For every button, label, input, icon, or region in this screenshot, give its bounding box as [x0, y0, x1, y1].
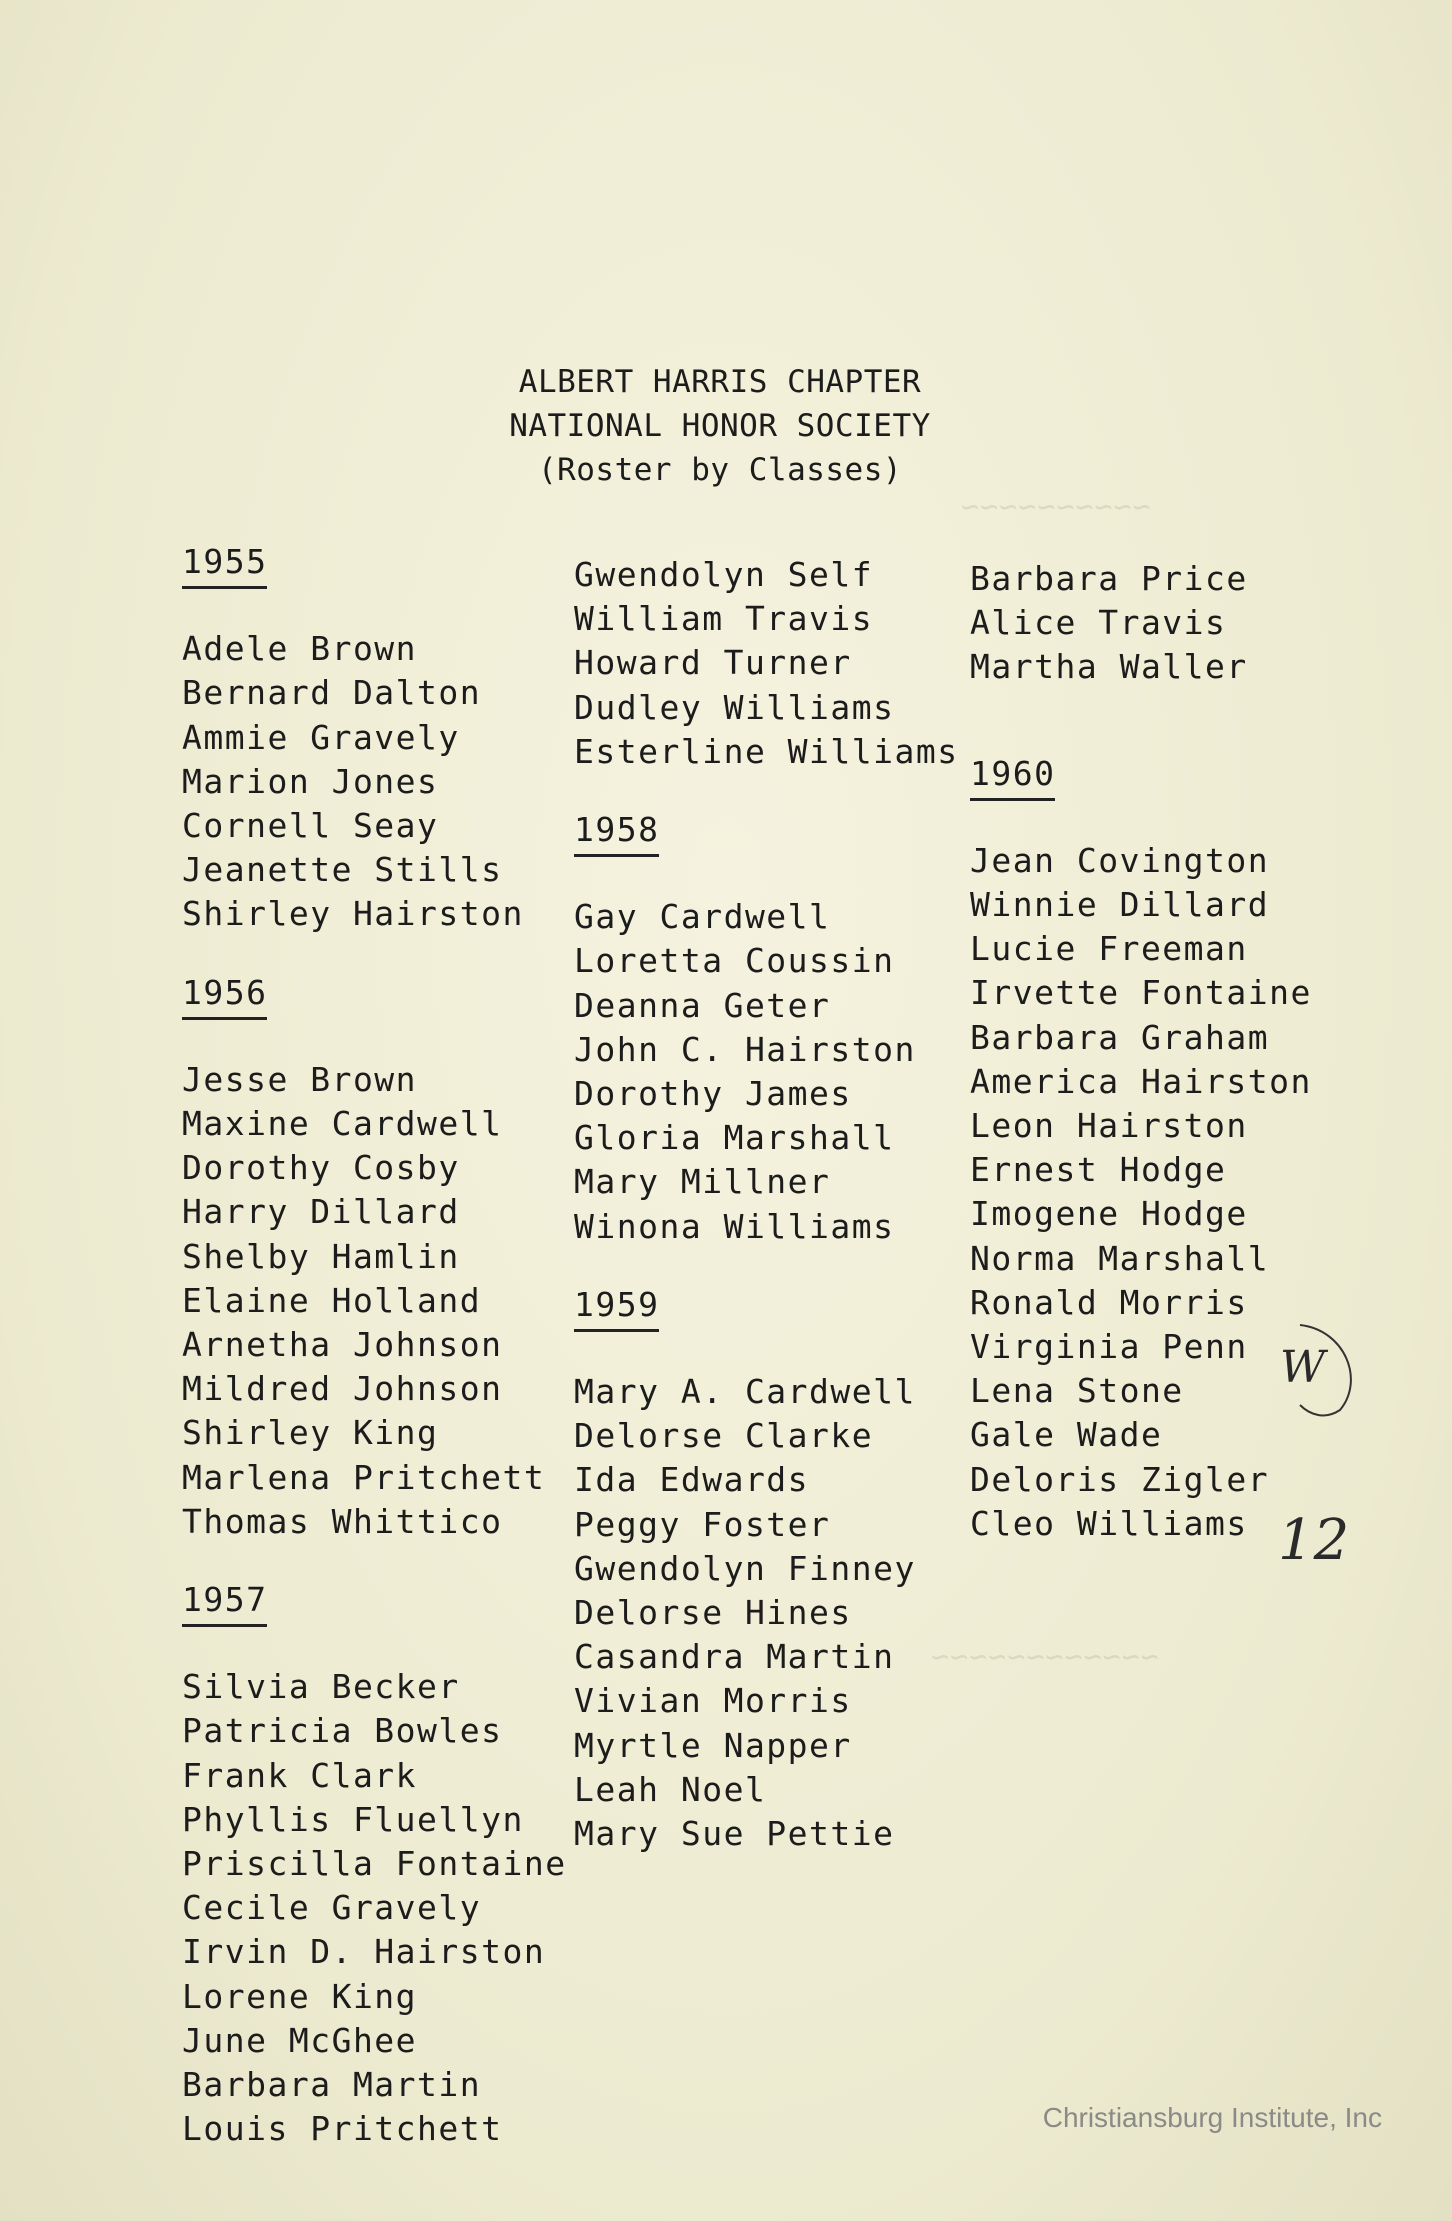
name-list — [182, 1665, 567, 2151]
list-item: Harry Dillard — [182, 1192, 460, 1232]
list-item: Casandra Martin — [574, 1637, 895, 1677]
list-item: Ammie Gravely — [182, 717, 460, 757]
list-item: Mildred Johnson — [182, 1369, 503, 1409]
list-item: Mary A. Cardwell — [574, 1372, 916, 1412]
column-middle — [574, 553, 959, 1890]
list-item: Lena Stone — [970, 1371, 1184, 1411]
list-item: Irvette Fontaine — [970, 973, 1312, 1013]
handwritten-w: W — [1280, 1342, 1326, 1393]
list-item: Ernest Hodge — [970, 1150, 1227, 1190]
class-1957-continued — [574, 553, 959, 774]
list-item: Delorse Clarke — [574, 1416, 874, 1456]
list-item: Cleo Williams — [970, 1503, 1248, 1543]
list-item: Delorse Hines — [574, 1593, 852, 1633]
name-list — [182, 627, 567, 936]
society-title: NATIONAL HONOR SOCIETY — [509, 408, 931, 444]
list-item: Barbara Graham — [970, 1017, 1270, 1057]
bleed-through-text: ~~~~~~~~~~ — [960, 490, 1151, 525]
name-list — [574, 553, 959, 774]
class-1958 — [574, 808, 959, 1249]
class-1959 — [574, 1283, 959, 1856]
list-item: Gwendolyn Self — [574, 555, 874, 594]
watermark: Christiansburg Institute, Inc — [1042, 2102, 1382, 2133]
list-item: Priscilla Fontaine — [182, 1844, 567, 1884]
list-item: John C. Hairston — [574, 1029, 916, 1069]
list-item: Winnie Dillard — [970, 885, 1270, 925]
list-item: Barbara Martin — [182, 2065, 482, 2105]
class-1959-continued — [970, 557, 1312, 690]
list-item: William Travis — [574, 599, 874, 639]
document-header — [420, 360, 1020, 492]
list-item: Imogene Hodge — [970, 1194, 1248, 1234]
column-right — [970, 557, 1312, 1580]
list-item: Cecile Gravely — [182, 1888, 482, 1928]
list-item: Leon Hairston — [970, 1106, 1248, 1146]
list-item: Peggy Foster — [574, 1504, 831, 1544]
list-item: Ronald Morris — [970, 1282, 1248, 1322]
list-item: Gale Wade — [970, 1415, 1163, 1455]
list-item: Deanna Geter — [574, 985, 831, 1025]
year-heading: 1956 — [182, 971, 267, 1020]
name-list — [970, 557, 1312, 690]
list-item: Frank Clark — [182, 1755, 418, 1795]
list-item: Ida Edwards — [574, 1460, 810, 1500]
list-item: Mary Millner — [574, 1162, 831, 1202]
list-item: Dorothy James — [574, 1074, 852, 1114]
list-item: Myrtle Napper — [574, 1725, 852, 1765]
list-item: Arnetha Johnson — [182, 1325, 503, 1365]
list-item: Adele Brown — [182, 629, 418, 669]
roster-subtitle: (Roster by Classes) — [537, 452, 903, 488]
list-item: Jean Covington — [970, 840, 1270, 880]
list-item: Gay Cardwell — [574, 897, 831, 937]
list-item: Shelby Hamlin — [182, 1236, 460, 1276]
list-item: Winona Williams — [574, 1206, 895, 1246]
year-heading: 1955 — [182, 540, 267, 589]
list-item: Dudley Williams — [574, 687, 895, 727]
list-item: Vivian Morris — [574, 1681, 852, 1721]
column-left — [182, 540, 567, 2186]
class-1957 — [182, 1578, 567, 2151]
list-item: Barbara Price — [970, 559, 1248, 598]
handwritten-circled-mark — [1270, 1320, 1360, 1420]
list-item: Elaine Holland — [182, 1280, 482, 1320]
list-item: Phyllis Fluellyn — [182, 1799, 524, 1839]
list-item: Cornell Seay — [182, 806, 439, 846]
class-1955 — [182, 540, 567, 937]
name-list — [182, 1058, 567, 1544]
list-item: Dorothy Cosby — [182, 1148, 460, 1188]
year-heading: 1959 — [574, 1283, 659, 1332]
list-item: Deloris Zigler — [970, 1459, 1270, 1499]
list-item: Jeanette Stills — [182, 850, 503, 890]
list-item: Silvia Becker — [182, 1667, 460, 1707]
list-item: Marlena Pritchett — [182, 1457, 546, 1497]
list-item: Thomas Whittico — [182, 1501, 503, 1541]
year-heading: 1958 — [574, 808, 659, 857]
name-list — [574, 1370, 959, 1856]
year-heading: 1957 — [182, 1578, 267, 1627]
list-item: Patricia Bowles — [182, 1711, 503, 1751]
list-item: June McGhee — [182, 2020, 418, 2060]
list-item: Esterline Williams — [574, 731, 959, 771]
list-item: Alice Travis — [970, 603, 1227, 643]
list-item: Virginia Penn — [970, 1327, 1248, 1367]
list-item: Jesse Brown — [182, 1059, 418, 1099]
list-item: Gloria Marshall — [574, 1118, 895, 1158]
bleed-through-text: ~~~~~~~~~~~~ — [930, 1640, 1159, 1675]
handwritten-number: 12 — [1278, 1508, 1350, 1573]
list-item: Marion Jones — [182, 761, 439, 801]
list-item: Leah Noel — [574, 1769, 767, 1809]
list-item: Howard Turner — [574, 643, 852, 683]
list-item: Norma Marshall — [970, 1238, 1270, 1278]
class-1956 — [182, 971, 567, 1544]
chapter-title: ALBERT HARRIS CHAPTER — [518, 364, 922, 400]
list-item: America Hairston — [970, 1061, 1312, 1101]
list-item: Lucie Freeman — [970, 929, 1248, 969]
list-item: Shirley King — [182, 1413, 439, 1453]
name-list — [970, 839, 1312, 1546]
list-item: Irvin D. Hairston — [182, 1932, 546, 1972]
list-item: Loretta Coussin — [574, 941, 895, 981]
name-list — [574, 895, 959, 1249]
list-item: Maxine Cardwell — [182, 1104, 503, 1144]
class-1960 — [970, 752, 1312, 1546]
list-item: Mary Sue Pettie — [574, 1814, 895, 1854]
list-item: Martha Waller — [970, 647, 1248, 687]
list-item: Gwendolyn Finney — [574, 1548, 916, 1588]
list-item: Shirley Hairston — [182, 894, 524, 934]
year-heading: 1960 — [970, 752, 1055, 801]
list-item: Louis Pritchett — [182, 2109, 503, 2149]
list-item: Lorene King — [182, 1976, 418, 2016]
list-item: Bernard Dalton — [182, 673, 482, 713]
